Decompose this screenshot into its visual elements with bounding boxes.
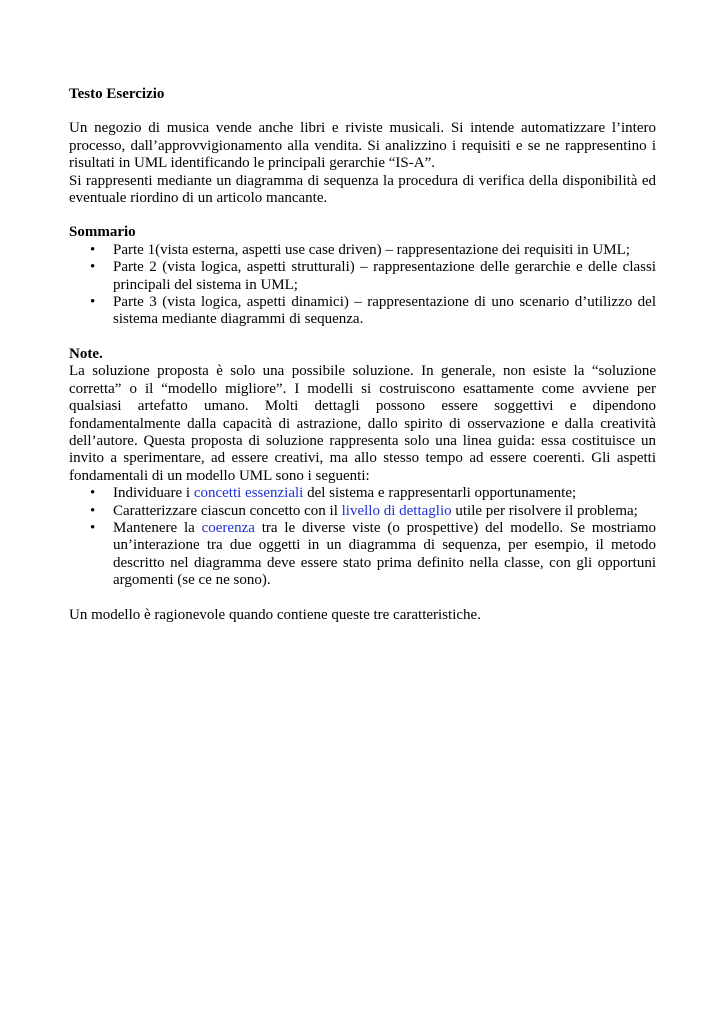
note-item-highlight: concetti essenziali — [193, 485, 304, 502]
summary-list — [69, 242, 656, 329]
note-list — [69, 485, 656, 589]
bullet-icon: • — [90, 519, 96, 536]
note-item-3 — [69, 520, 656, 590]
summary-item-text: Parte 1(vista esterna, aspetti use case driven) – rappresentazione dei requisiti in UML; — [113, 241, 630, 258]
bullet-icon: • — [90, 259, 96, 276]
note-item-after: utile per risolvere il problema; — [451, 502, 638, 519]
note-heading: Note. — [69, 345, 103, 362]
exercise-heading: Testo Esercizio — [69, 86, 165, 102]
note-item-1 — [69, 485, 656, 502]
note-item-highlight: coerenza — [201, 519, 255, 536]
bullet-icon: • — [90, 502, 96, 519]
note-item-before: Caratterizzare ciascun concetto con il — [113, 502, 342, 519]
note-item-before: Individuare i — [113, 485, 194, 502]
summary-item-2 — [69, 259, 656, 294]
exercise-paragraph-2: Si rappresenti mediante un diagramma di sequenza la procedura di verifica della disponibilità ed eventuale riordino di un articolo mancante. — [69, 172, 656, 207]
summary-item-3 — [69, 294, 656, 329]
document-page — [69, 86, 656, 624]
note-item-before: Mantenere la — [113, 519, 202, 536]
summary-item-1 — [69, 242, 656, 259]
exercise-paragraph-1: Un negozio di musica vende anche libri e riviste musicali. Si intende automatizzare l’intero processo, dall’approvvigionamento alla vendita. Si analizzino i requisiti e se ne rappresentino i risultati in UML identificando le principali gerarchie “IS-A”. — [69, 120, 656, 172]
note-item-after: tra le diverse viste (o prospettive) del modello. Se mostriamo un’interazione tra due oggetti in un diagramma di sequenza, per esempio, il metodo descritto nel diagramma deve essere stato prima definito nella classe, con gli opportuni argomenti (se ce ne sono). — [113, 519, 656, 589]
summary-item-text: Parte 3 (vista logica, aspetti dinamici) – rappresentazione di uno scenario d’utilizzo del sistema mediante diagrammi di sequenza. — [113, 294, 656, 328]
note-item-after: del sistema e rappresentarli opportunamente; — [303, 485, 577, 502]
summary-item-text: Parte 2 (vista logica, aspetti strutturali) – rappresentazione delle gerarchie e delle classi principali del sistema in UML; — [113, 259, 656, 293]
bullet-icon: • — [90, 294, 96, 311]
note-item-2 — [69, 503, 656, 520]
note-item-highlight: livello di dettaglio — [341, 502, 452, 519]
conclusion-paragraph: Un modello è ragionevole quando contiene queste tre caratteristiche. — [69, 606, 481, 623]
note-body: La soluzione proposta è solo una possibile soluzione. In generale, non esiste la “soluzione corretta” o il “modello migliore”. I modelli si costruiscono esattamente come avviene per qualsiasi artefatto umano. Molti dettagli possono essere soggettivi e dipendono fondamentalmente dalla capacità di astrazione, dallo spirito di osservazione e dalla creatività dell’autore. Questa proposta di soluzione rappresenta solo una linea guida: essa costituisce un invito a sperimentare, ad essere creativi, ma allo stesso tempo ad essere coerenti. Gli aspetti fondamentali di un modello UML sono i seguenti: — [69, 363, 656, 484]
bullet-icon: • — [90, 485, 96, 502]
summary-heading: Sommario — [69, 224, 136, 241]
bullet-icon: • — [90, 241, 96, 258]
